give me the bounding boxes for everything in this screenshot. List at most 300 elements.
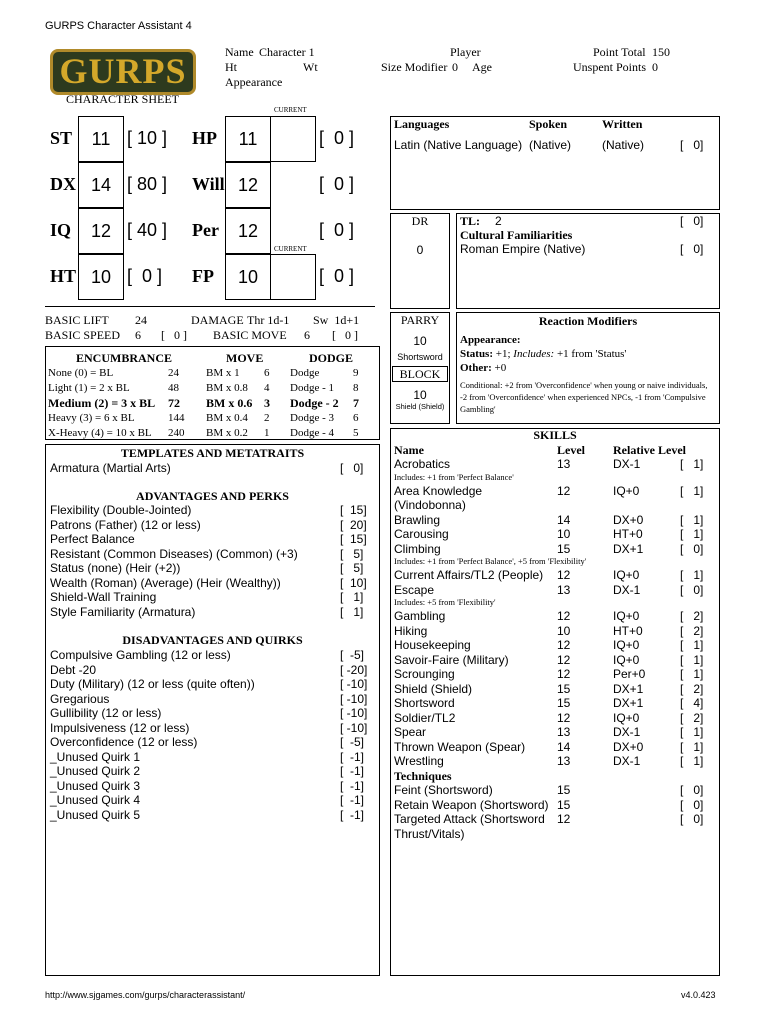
skill-cost: [ 1] [680, 652, 704, 667]
name-label: Name [225, 45, 254, 59]
attr-label: HT [50, 266, 77, 286]
unspent-value: 0 [652, 60, 658, 74]
enc-row [48, 411, 378, 425]
skill-relative: DX+1 [613, 696, 644, 710]
enc-dodge: 8 [353, 382, 359, 394]
skill-level: 10 [557, 527, 571, 541]
attr-cost: [ 40 ] [127, 220, 168, 240]
wt-label: Wt [303, 60, 318, 74]
trait-cost: [ 20] [340, 517, 367, 532]
tl-label: TL: [460, 214, 481, 228]
enc-level: Light (1) = 2 x BL [48, 382, 130, 394]
skill-name-cont: Thrust/Vitals) [394, 826, 465, 841]
tl-box [456, 213, 720, 309]
other-mod-label: Other: [460, 362, 492, 374]
trait-cost: [ -10] [340, 720, 368, 735]
trait-row[interactable] [50, 808, 375, 822]
skill-relative: DX+1 [613, 541, 644, 556]
language-spoken: (Native) [529, 138, 572, 152]
trait-cost: [ -5] [340, 648, 365, 662]
trait-cost: [ 15] [340, 532, 367, 546]
trait-cost: [ -1] [340, 807, 365, 822]
skill-level: 12 [557, 667, 571, 681]
skill-name: Spear [394, 725, 427, 739]
skill-relative: IQ+0 [613, 710, 640, 725]
trait-row[interactable] [50, 677, 375, 691]
trait-row[interactable] [50, 532, 375, 546]
trait-name: Gullibility (12 or less) [50, 706, 162, 720]
current-value-box[interactable] [270, 254, 316, 300]
skill-level: 12 [557, 568, 571, 582]
skill-row[interactable] [394, 542, 718, 556]
skill-cost: [ 2] [680, 681, 704, 696]
skill-row[interactable] [394, 484, 718, 498]
skill-cost: [ 0] [680, 812, 704, 826]
size-mod-label: Size Modifier [381, 60, 448, 74]
trait-name: _Unused Quirk 4 [50, 793, 141, 807]
skill-cost: [ 4] [680, 696, 704, 710]
trait-row[interactable] [50, 576, 375, 590]
dr-value: 0 [416, 243, 424, 257]
divider [45, 306, 375, 307]
enc-move: 1 [264, 427, 270, 439]
languages-header: Languages [394, 117, 450, 131]
trait-row[interactable] [50, 518, 375, 532]
skill-name: Carousing [394, 527, 449, 541]
skill-cost: [ 1] [680, 527, 704, 541]
trait-name: _Unused Quirk 2 [50, 764, 141, 778]
trait-name: Armatura (Martial Arts) [50, 461, 171, 475]
basic-speed-cost: [ 0 ] [161, 328, 187, 342]
attr-value[interactable]: 14 [78, 162, 124, 208]
skill-level: 15 [557, 541, 571, 556]
sec-attr-cost: [ 0 ] [319, 266, 355, 286]
trait-row[interactable] [50, 503, 375, 517]
trait-cost: [ -10] [340, 706, 368, 720]
skill-cost: [ 1] [680, 754, 704, 768]
logo-text: GURPS [59, 51, 187, 91]
trait-name: Perfect Balance [50, 532, 135, 546]
sec-attr-value[interactable]: 12 [225, 208, 271, 254]
parry-value: 10 [413, 334, 427, 348]
basics-block [45, 313, 380, 343]
footer-url[interactable]: http://www.sjgames.com/gurps/characterassistant/ [45, 990, 246, 1000]
status-mod [460, 348, 626, 360]
basic-move-label: BASIC MOVE [213, 328, 287, 342]
skill-level: 13 [557, 754, 571, 768]
enc-dodge: 9 [353, 367, 359, 379]
skill-row[interactable] [394, 568, 718, 582]
trait-cost: [ -20] [340, 662, 368, 677]
skill-row[interactable] [394, 624, 718, 638]
trait-name: Overconfidence (12 or less) [50, 735, 198, 749]
skill-row[interactable] [394, 754, 718, 768]
enc-row [48, 366, 378, 380]
skill-cost: [ 0] [680, 582, 704, 597]
templates-title: TEMPLATES AND METATRAITS [120, 446, 305, 460]
sec-attr-label: Will [192, 174, 225, 194]
enc-level: X-Heavy (4) = 10 x BL [48, 427, 152, 439]
block-weapon: Shield (Shield) [395, 402, 445, 411]
skill-level: 15 [557, 797, 571, 812]
current-value-box[interactable] [270, 116, 316, 162]
skill-name: Acrobatics [394, 457, 451, 471]
name-value[interactable]: Character 1 [259, 45, 315, 59]
cultural-name: Roman Empire (Native) [460, 242, 586, 256]
skill-row[interactable] [394, 725, 718, 739]
disadvantages-title: DISADVANTAGES AND QUIRKS [122, 633, 303, 647]
skill-row[interactable] [394, 583, 718, 597]
age-label: Age [472, 60, 492, 74]
point-total-label: Point Total [593, 45, 646, 59]
skill-row[interactable] [394, 711, 718, 725]
enc-weight: 24 [168, 367, 179, 379]
skill-row[interactable] [394, 653, 718, 667]
current-label: CURRENT [274, 106, 307, 114]
basic-speed-value: 6 [135, 328, 141, 342]
dr-box [390, 213, 450, 309]
skill-cost: [ 1] [680, 638, 704, 652]
appearance-mod-label: Appearance: [460, 334, 521, 346]
attr-cost: [ 0 ] [127, 266, 163, 286]
trait-row[interactable] [50, 692, 375, 706]
skill-name: Area Knowledge [394, 483, 483, 498]
sheet-label: CHARACTER SHEET [66, 92, 180, 106]
skill-cost: [ 2] [680, 710, 704, 725]
basic-lift-value: 24 [135, 313, 147, 327]
skill-name: Feint (Shortsword) [394, 783, 493, 797]
skill-name: Scrounging [394, 667, 455, 681]
app-title: GURPS Character Assistant 4 [45, 20, 192, 32]
block-value: 10 [413, 388, 427, 402]
trait-cost: [ 5] [340, 561, 364, 575]
includes-text: +1 from 'Status' [556, 348, 627, 360]
traits-box [45, 444, 380, 976]
skill-relative: HT+0 [613, 623, 643, 638]
skill-cost: [ 2] [680, 609, 704, 623]
skill-row[interactable] [394, 798, 718, 812]
cultural-cost: [ 0] [680, 242, 704, 256]
trait-name: Wealth (Roman) (Average) (Heir (Wealthy)) [50, 575, 281, 590]
trait-name: _Unused Quirk 3 [50, 778, 141, 793]
skill-row[interactable] [394, 696, 718, 710]
skill-relative: DX+0 [613, 739, 644, 754]
enc-row [48, 426, 378, 440]
attr-label: DX [50, 174, 76, 194]
skill-name: Escape [394, 582, 435, 597]
skill-name: Gambling [394, 609, 446, 623]
skill-level: 13 [557, 457, 571, 471]
enc-level: Heavy (3) = 6 x BL [48, 412, 135, 424]
point-total-value: 150 [652, 45, 670, 59]
trait-row[interactable] [50, 735, 375, 749]
skill-note: Includes: +1 from 'Perfect Balance' [394, 471, 514, 482]
skill-cost: [ 2] [680, 623, 704, 638]
trait-cost: [ -10] [340, 677, 368, 691]
status-mod-text: +1; [495, 348, 511, 360]
skill-level: 15 [557, 783, 571, 797]
dr-label: DR [411, 214, 429, 228]
enc-dodge-label: Dodge - 3 [290, 412, 334, 424]
parry-label: PARRY [400, 313, 440, 327]
attr-label: ST [50, 128, 73, 148]
sec-attr-cost: [ 0 ] [319, 174, 355, 194]
skill-relative: IQ+0 [613, 652, 640, 667]
skill-level: 12 [557, 483, 571, 498]
basic-lift-label: BASIC LIFT [45, 313, 109, 327]
basic-speed-label: BASIC SPEED [45, 328, 121, 342]
enc-dodge-label: Dodge - 4 [290, 427, 334, 439]
enc-level: Medium (2) = 3 x BL [48, 396, 156, 410]
attr-value[interactable]: 11 [78, 116, 124, 162]
attr-cost: [ 10 ] [127, 128, 168, 148]
skill-cost: [ 1] [680, 667, 704, 681]
trait-cost: [ 1] [340, 590, 364, 604]
skill-row[interactable] [394, 457, 718, 471]
skill-level: 10 [557, 623, 571, 638]
skill-cost: [ 1] [680, 568, 704, 582]
enc-mult: BM x 0.2 [206, 427, 248, 439]
enc-move: 6 [264, 367, 270, 379]
trait-name: Flexibility (Double-Jointed) [50, 503, 192, 517]
trait-cost: [ 5] [340, 546, 364, 561]
damage-thr: Thr 1d-1 [247, 313, 290, 327]
skill-row[interactable] [394, 682, 718, 696]
ht-label: Ht [225, 60, 237, 74]
enc-dodge-label: Dodge - 1 [290, 382, 334, 394]
skill-name-cont: (Vindobonna) [394, 498, 466, 512]
skills-name-header: Name [394, 443, 424, 457]
skill-relative: IQ+0 [613, 568, 640, 582]
trait-cost: [ 1] [340, 604, 364, 619]
skills-title: SKILLS [533, 428, 577, 442]
skill-name: Shield (Shield) [394, 681, 473, 696]
skill-relative: IQ+0 [613, 609, 640, 623]
block-label-box [392, 366, 448, 382]
skill-relative: DX+1 [613, 681, 644, 696]
enc-mult: BM x 0.8 [206, 382, 248, 394]
language-name: Latin (Native Language) [394, 138, 523, 152]
player-label: Player [450, 45, 481, 59]
trait-row[interactable] [50, 779, 375, 793]
trait-row[interactable] [50, 590, 375, 604]
skill-relative: DX-1 [613, 457, 641, 471]
conditional-mods: Conditional: +2 from 'Overconfidence' when young or naive individuals, -2 from 'Overconfidence' when experienced NPCs, -1 from 'Compulsive Gambling' [460, 380, 708, 414]
sec-attr-label: Per [192, 220, 219, 240]
enc-move: 3 [264, 396, 270, 410]
damage-sw: Sw 1d+1 [313, 313, 360, 327]
languages-box [390, 116, 720, 210]
trait-name: Impulsiveness (12 or less) [50, 720, 190, 735]
tl-cost: [ 0] [680, 214, 704, 228]
trait-name: Status (none) (Heir (+2)) [50, 561, 181, 575]
trait-cost: [ 0] [340, 461, 364, 475]
trait-row[interactable] [50, 706, 375, 720]
character-header [225, 45, 765, 90]
unspent-label: Unspent Points [573, 60, 647, 74]
spoken-header: Spoken [529, 117, 568, 131]
trait-row[interactable] [50, 721, 375, 735]
skill-level: 14 [557, 512, 571, 527]
enc-header: ENCUMBRANCE [76, 351, 172, 365]
enc-dodge: 5 [353, 427, 359, 439]
sec-attr-value[interactable]: 10 [225, 254, 271, 300]
status-mod-label: Status: [460, 348, 494, 360]
sec-attr-value[interactable]: 12 [225, 162, 271, 208]
skill-name: Hiking [394, 623, 428, 638]
skill-level: 12 [557, 812, 571, 826]
trait-cost: [ -1] [340, 764, 365, 778]
skills-box [390, 428, 720, 976]
trait-row[interactable] [50, 750, 375, 764]
skill-cost: [ 1] [680, 457, 704, 471]
trait-row[interactable] [50, 793, 375, 807]
skill-level: 12 [557, 638, 571, 652]
skill-row[interactable] [394, 638, 718, 652]
basic-move-value: 6 [304, 328, 310, 342]
trait-row[interactable] [50, 461, 375, 475]
skill-cost: [ 0] [680, 541, 704, 556]
skill-note: Includes: +5 from 'Flexibility' [394, 597, 496, 607]
enc-row [48, 381, 378, 395]
skill-level: 15 [557, 681, 571, 696]
enc-weight: 72 [168, 396, 180, 410]
trait-cost: [ 15] [340, 503, 367, 517]
skill-name: Thrown Weapon (Spear) [394, 739, 526, 754]
skill-name: Current Affairs/TL2 (People) [394, 568, 544, 582]
enc-mult: BM x 0.6 [206, 396, 253, 410]
parry-weapon: Shortsword [397, 352, 443, 362]
current-label-2: CURRENT [274, 245, 307, 253]
language-cost: [ 0] [680, 138, 704, 152]
dodge-header: DODGE [309, 351, 354, 365]
block-label: BLOCK [399, 367, 441, 381]
written-header: Written [602, 117, 643, 131]
skill-cost: [ 1] [680, 512, 704, 527]
skill-cost: [ 0] [680, 797, 704, 812]
skill-name: Wrestling [394, 754, 444, 768]
trait-row[interactable] [50, 764, 375, 778]
attr-value[interactable]: 10 [78, 254, 124, 300]
skill-name: Retain Weapon (Shortsword) [394, 797, 549, 812]
trait-row[interactable] [50, 561, 375, 575]
skill-relative: HT+0 [613, 527, 643, 541]
attr-label: IQ [50, 220, 72, 240]
skills-section: Techniques [394, 768, 452, 783]
gurps-logo [50, 49, 196, 95]
enc-weight: 48 [168, 382, 179, 394]
reaction-title: Reaction Modifiers [538, 314, 638, 328]
trait-row[interactable] [50, 663, 375, 677]
trait-row[interactable] [50, 605, 375, 619]
skill-relative: IQ+0 [613, 638, 640, 652]
skill-cost: [ 1] [680, 739, 704, 754]
sec-attr-label: HP [192, 128, 217, 148]
encumbrance-table [45, 346, 380, 440]
skill-cost: [ 1] [680, 725, 704, 739]
skill-level: 12 [557, 710, 571, 725]
trait-name: Debt -20 [50, 662, 97, 677]
includes-label: Includes: [513, 348, 555, 360]
skills-level-header: Level [557, 443, 585, 457]
enc-mult: BM x 0.4 [206, 412, 248, 424]
basic-move-cost: [ 0 ] [332, 328, 358, 342]
trait-name: _Unused Quirk 1 [50, 749, 141, 764]
trait-row[interactable] [50, 547, 375, 561]
enc-level: None (0) = BL [48, 367, 114, 379]
skill-row[interactable] [394, 783, 718, 797]
skills-rel-header: Relative Level [613, 443, 686, 457]
skill-name: Targeted Attack (Shortsword [394, 812, 545, 826]
skill-cost: [ 0] [680, 783, 704, 797]
skill-name: Savoir-Faire (Military) [394, 652, 509, 667]
attr-value[interactable]: 12 [78, 208, 124, 254]
skill-name: Shortsword [394, 696, 455, 710]
skill-relative: DX+0 [613, 512, 644, 527]
skill-row[interactable] [394, 740, 718, 754]
attributes-block [40, 116, 380, 302]
move-header: MOVE [226, 351, 264, 365]
enc-move: 4 [264, 382, 270, 394]
enc-move: 2 [264, 412, 270, 424]
trait-cost: [ -1] [340, 793, 365, 807]
size-mod-value: 0 [452, 60, 458, 74]
skill-row[interactable] [394, 609, 718, 623]
sec-attr-value[interactable]: 11 [225, 116, 271, 162]
trait-cost: [ -10] [340, 691, 368, 706]
enc-dodge: 7 [353, 396, 359, 410]
skill-level: 12 [557, 652, 571, 667]
footer-version: v4.0.423 [681, 990, 716, 1000]
skill-relative: DX-1 [613, 582, 641, 597]
trait-row[interactable] [50, 648, 375, 662]
trait-name: Gregarious [50, 691, 110, 706]
trait-cost: [ -1] [340, 778, 365, 793]
trait-name: Patrons (Father) (12 or less) [50, 517, 201, 532]
trait-cost: [ -1] [340, 749, 365, 764]
skill-row[interactable] [394, 667, 718, 681]
reaction-box [456, 312, 720, 424]
tl-value: 2 [495, 214, 502, 228]
skill-name: Housekeeping [394, 638, 471, 652]
skill-level: 13 [557, 582, 571, 597]
attr-cost: [ 80 ] [127, 174, 168, 194]
skill-cost: [ 1] [680, 483, 704, 498]
skill-relative: DX-1 [613, 725, 641, 739]
appearance-label: Appearance [225, 75, 283, 89]
skill-relative: IQ+0 [613, 483, 640, 498]
trait-name: Duty (Military) (12 or less (quite often)) [50, 677, 255, 691]
trait-name: Style Familiarity (Armatura) [50, 604, 196, 619]
other-mod [460, 362, 506, 374]
skill-row[interactable] [394, 812, 718, 826]
skill-note: Includes: +1 from 'Perfect Balance', +5 from 'Flexibility' [394, 556, 587, 566]
enc-weight: 144 [168, 412, 185, 424]
skill-row[interactable] [394, 527, 718, 541]
damage-label: DAMAGE [191, 313, 244, 327]
skill-level: 12 [557, 609, 571, 623]
trait-name: _Unused Quirk 5 [50, 807, 141, 822]
skill-level: 14 [557, 739, 571, 754]
cultural-title: Cultural Familiarities [460, 228, 573, 242]
skill-row[interactable] [394, 513, 718, 527]
sec-attr-cost: [ 0 ] [319, 220, 355, 240]
trait-name: Shield-Wall Training [50, 590, 157, 604]
skill-name: Brawling [394, 512, 441, 527]
other-mod-text: +0 [494, 362, 507, 374]
skill-name: Soldier/TL2 [394, 710, 456, 725]
language-written: (Native) [602, 138, 645, 152]
